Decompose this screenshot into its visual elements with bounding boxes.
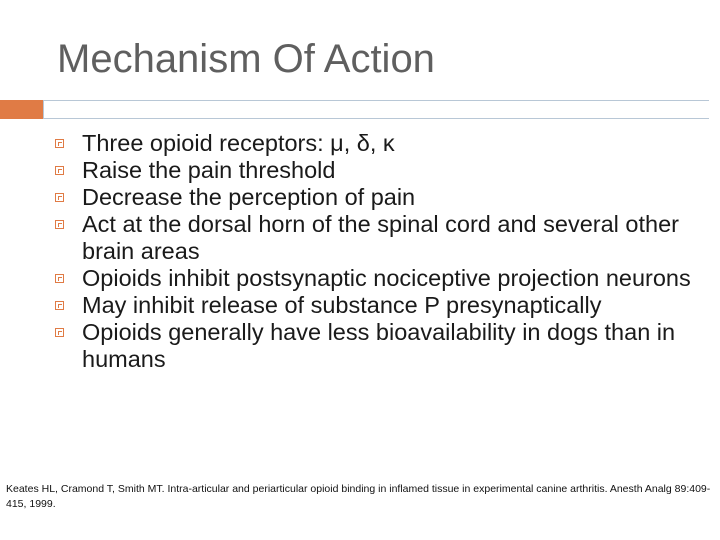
bullet-text: Decrease the perception of pain xyxy=(82,184,416,210)
square-bullet-icon xyxy=(55,139,64,148)
bullet-text: Raise the pain threshold xyxy=(82,157,336,183)
square-bullet-icon xyxy=(55,166,64,175)
bullet-list xyxy=(53,130,693,373)
square-bullet-icon xyxy=(55,193,64,202)
bullet-item xyxy=(53,130,693,157)
title-accent-bar xyxy=(0,100,43,119)
bullet-item xyxy=(53,157,693,184)
bullet-text: May inhibit release of substance P presynaptically xyxy=(82,292,602,318)
square-bullet-icon xyxy=(55,220,64,229)
bullet-text: Opioids generally have less bioavailability in dogs than in humans xyxy=(82,319,676,372)
bullet-item xyxy=(53,265,693,292)
square-bullet-icon xyxy=(55,328,64,337)
bullet-text: Three opioid receptors: μ, δ, κ xyxy=(82,130,395,156)
citation-text: Keates HL, Cramond T, Smith MT. Intra-articular and periarticular opioid binding in inflamed tissue in experimental canine arthritis. Anesth Analg 89:409-415, 1999. xyxy=(6,483,711,510)
title-rule-box xyxy=(43,100,709,119)
square-bullet-icon xyxy=(55,301,64,310)
square-bullet-icon xyxy=(55,274,64,283)
bullet-item xyxy=(53,319,693,373)
bullet-item xyxy=(53,184,693,211)
bullet-text: Act at the dorsal horn of the spinal cord and several other brain areas xyxy=(82,211,679,264)
bullet-item xyxy=(53,211,693,265)
bullet-item xyxy=(53,292,693,319)
bullet-text: Opioids inhibit postsynaptic nociceptive projection neurons xyxy=(82,265,691,291)
slide-title: Mechanism Of Action xyxy=(57,37,435,81)
